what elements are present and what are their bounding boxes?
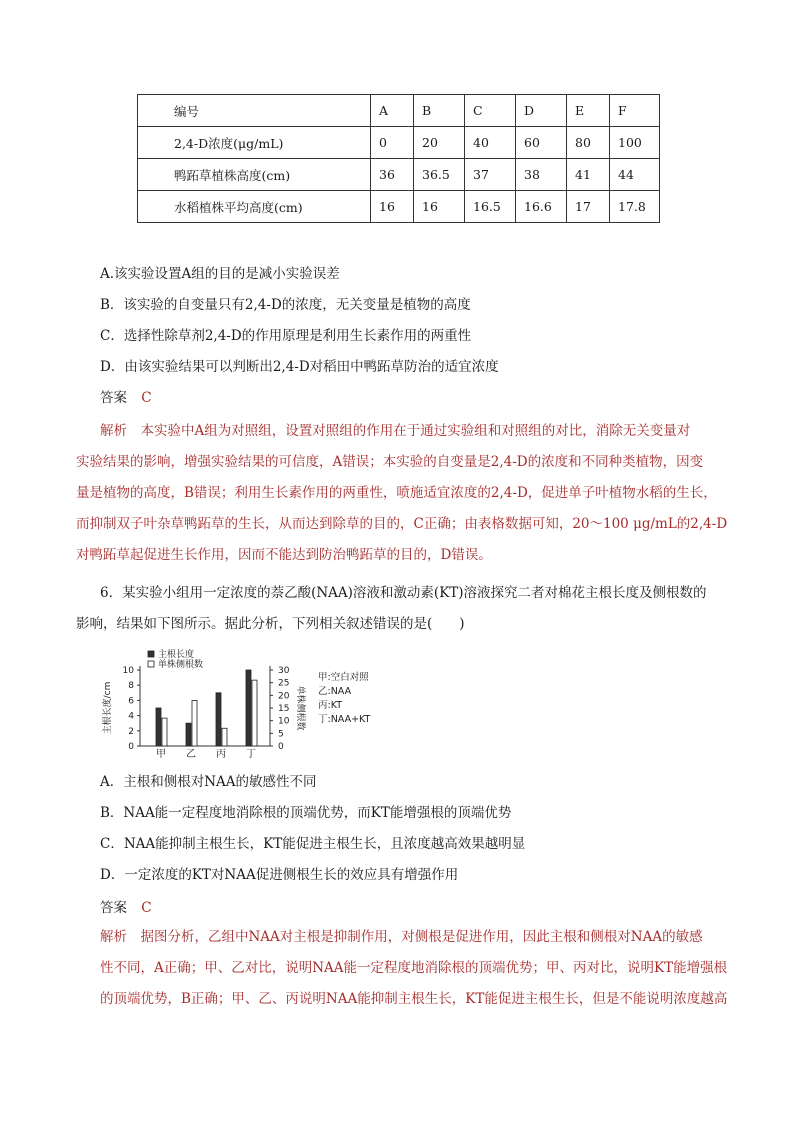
tick-label-left: 2 — [128, 726, 134, 737]
bar-main-root — [186, 723, 191, 746]
q5-answer — [100, 386, 152, 406]
table-cell: 100 — [610, 127, 660, 159]
table-cell: D — [516, 95, 567, 127]
x-tick-label: 乙 — [186, 749, 196, 760]
y-axis-label-left: 主根长度/cm — [103, 681, 113, 735]
tick-label-right: 15 — [278, 704, 290, 714]
table-row — [138, 159, 660, 191]
analysis-line: 性不同，A正确；甲、乙对比，说明NAA能一定程度地消除根的顶端优势；甲、丙对比，说明KT能增强根 — [100, 960, 728, 976]
x-tick-label: 甲 — [156, 749, 166, 760]
table-row — [138, 95, 660, 127]
table-cell: 16 — [371, 191, 414, 223]
q5-analysis — [76, 416, 736, 571]
group-key: 丙:KT — [318, 700, 342, 711]
answer-value: C — [141, 900, 152, 916]
root-growth-chart — [100, 648, 400, 768]
table-row-header: 鸭跖草植株高度(cm) — [138, 159, 371, 191]
q5-option-d: D．由该实验结果可以判断出2,4-D对稻田中鸭跖草防治的适宜浓度 — [100, 359, 499, 375]
table-cell: 36 — [371, 159, 414, 191]
legend-label: 单株侧根数 — [158, 660, 204, 670]
group-key: 丁:NAA+KT — [318, 714, 371, 725]
table-row-header: 编号 — [138, 95, 371, 127]
answer-label: 答案 — [100, 390, 127, 406]
q5-option-b: B．该实验的自变量只有2,4-D的浓度，无关变量是植物的高度 — [100, 297, 471, 313]
table-cell: C — [465, 95, 516, 127]
tick-label-right: 0 — [278, 742, 284, 752]
q6-option-d: D．一定浓度的KT对NAA促进侧根生长的效应具有增强作用 — [100, 867, 459, 883]
tick-label-left: 8 — [128, 681, 134, 692]
bar-lateral-root — [222, 728, 227, 746]
table-cell: 17 — [567, 191, 610, 223]
analysis-line: 而抑制双子叶杂草鸭跖草的生长，从而达到除草的目的，C正确；由表格数据可知，20～100 μg/mL的2,4-D — [76, 516, 728, 532]
x-tick-label: 丙 — [216, 749, 226, 760]
table-row — [138, 127, 660, 159]
table-cell: 37 — [465, 159, 516, 191]
q6-option-a: A．主根和侧根对NAA的敏感性不同 — [100, 774, 317, 790]
table-cell: 16.5 — [465, 191, 516, 223]
x-tick-label: 丁 — [246, 749, 256, 760]
table-cell: 60 — [516, 127, 567, 159]
table-cell: A — [371, 95, 414, 127]
table-cell: 41 — [567, 159, 610, 191]
tick-label-right: 5 — [278, 729, 284, 740]
table-row-header: 水稻植株平均高度(cm) — [138, 191, 371, 223]
table-row-header: 2,4-D浓度(μg/mL) — [138, 127, 371, 159]
legend-swatch-lateral-root — [148, 661, 154, 667]
analysis-line: 解析 据图分析，乙组中NAA对主根是抑制作用，对侧根是促进作用，因此主根和侧根对NAA的敏感 — [100, 929, 703, 945]
legend-label: 主根长度 — [158, 650, 195, 660]
tick-label-right: 20 — [278, 691, 290, 702]
bar-main-root — [246, 670, 251, 746]
tick-label-right: 25 — [278, 678, 290, 689]
group-key: 甲:空白对照 — [318, 672, 369, 683]
table-cell: 17.8 — [610, 191, 660, 223]
stem-line: 6．某实验小组用一定浓度的萘乙酸(NAA)溶液和激动素(KT)溶液探究二者对棉花主根长度及侧根数的 — [100, 585, 707, 601]
q5-option-c: C．选择性除草剂2,4-D的作用原理是利用生长素作用的两重性 — [100, 328, 472, 344]
legend-swatch-main-root — [148, 651, 154, 657]
table-cell: B — [414, 95, 465, 127]
analysis-line: 解析 本实验中A组为对照组，设置对照组的作用在于通过实验组和对照组的对比，消除无关变量对 — [100, 423, 691, 439]
answer-label: 答案 — [100, 900, 127, 916]
stem-line: 影响，结果如下图所示。据此分析，下列相关叙述错误的是( ) — [76, 616, 465, 632]
q6-option-c: C．NAA能抑制主根生长，KT能促进主根生长，且浓度越高效果越明显 — [100, 836, 526, 852]
bar-main-root — [156, 708, 161, 746]
bar-lateral-root — [162, 718, 167, 746]
group-key: 乙:NAA — [318, 686, 352, 697]
tick-label-left: 4 — [128, 711, 134, 722]
bar-lateral-root — [252, 680, 257, 746]
table-row — [138, 191, 660, 223]
tick-label-right: 30 — [278, 666, 290, 676]
table-cell: 44 — [610, 159, 660, 191]
table-cell: 0 — [371, 127, 414, 159]
analysis-line: 量是植物的高度，B错误；利用生长素作用的两重性，喷施适宜浓度的2,4-D，促进单子叶植物水稻的生长， — [76, 485, 717, 501]
tick-label-left: 6 — [128, 696, 134, 707]
data-table — [137, 94, 660, 223]
tick-label-right: 10 — [278, 716, 290, 727]
table-cell: 38 — [516, 159, 567, 191]
q6-answer — [100, 896, 152, 916]
answer-value: C — [141, 390, 152, 406]
analysis-line: 对鸭跖草起促进生长作用，因而不能达到防治鸭跖草的目的，D错误。 — [76, 547, 492, 563]
table-cell: 20 — [414, 127, 465, 159]
table-cell: 36.5 — [414, 159, 465, 191]
q6-stem — [76, 578, 736, 640]
table-cell: 16 — [414, 191, 465, 223]
tick-label-left: 0 — [128, 742, 134, 752]
table-cell: 16.6 — [516, 191, 567, 223]
table-cell: 40 — [465, 127, 516, 159]
y-axis-label-right: 单株侧根数 — [295, 685, 305, 731]
analysis-line: 的顶端优势，B正确；甲、乙、丙说明NAA能抑制主根生长，KT能促进主根生长，但是不能说明浓度越高 — [100, 991, 728, 1007]
table-cell: 80 — [567, 127, 610, 159]
table-cell: F — [610, 95, 660, 127]
bar-lateral-root — [192, 700, 197, 746]
analysis-line: 实验结果的影响，增强实验结果的可信度，A错误；本实验的自变量是2,4-D的浓度和不同种类植物，因变 — [76, 454, 704, 470]
table-cell: E — [567, 95, 610, 127]
bar-main-root — [216, 693, 221, 746]
tick-label-left: 10 — [122, 666, 134, 676]
q5-option-a: A.该实验设置A组的目的是减小实验误差 — [100, 266, 340, 282]
q6-analysis — [100, 922, 740, 1015]
q6-option-b: B．NAA能一定程度地消除根的顶端优势，而KT能增强根的顶端优势 — [100, 805, 512, 821]
